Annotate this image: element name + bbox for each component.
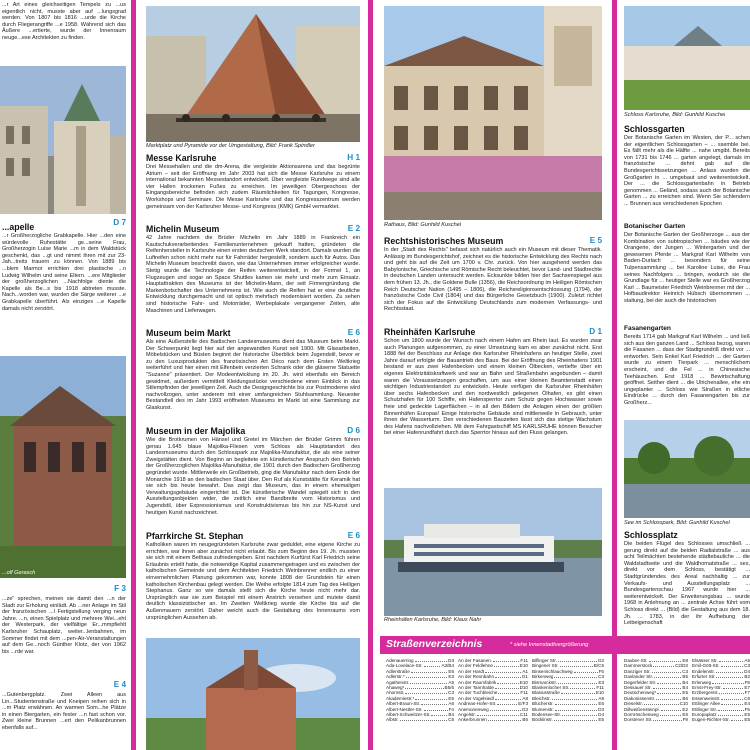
street-entry: [624, 717, 688, 722]
leader-dots: [405, 685, 443, 689]
garten-text: Der Botanische Garten im Westen, der P... schen der eigentlichen Schlossgarten – ... ssemble bei. Es fällt mehr als die Hälfte ... nahe umgibt. Bereits von 1731 bis 1746 ... garten angelegt, damals im französische ... dehnt gab auf die Bundesgerichtssetzungen ... Anlass wurden die Großgarten in ... umgebaut und weiterentwickelt. Der ... die Schlossgartenbahn in Betrieb genommen ... Geländ, sodass auch der Botanische Garten ... zu erreichen sind. Wenn Sie schlendern ... Brunnen aus verschiedenen Epochen: [624, 135, 750, 207]
street-name: Erzbergerstr.: [692, 690, 719, 696]
street-grid-ref: B4: [682, 685, 688, 691]
street-name: An der Hardt: [458, 668, 485, 674]
street-grid-ref: B4: [682, 679, 688, 685]
leader-dots: [406, 674, 448, 678]
church-illustration: [0, 66, 126, 214]
column-left: [0, 0, 130, 750]
leader-dots: [488, 717, 522, 721]
leader-dots: [495, 685, 519, 689]
leader-dots: [495, 674, 521, 678]
leader-dots: [723, 685, 744, 689]
street-name: Erlenweg: [692, 679, 712, 685]
leader-dots: [654, 674, 681, 678]
lake-illustration: [624, 420, 750, 518]
column-separator-1: [131, 0, 136, 750]
leader-dots: [554, 717, 597, 721]
street-name: Emil-Gött-Str.: [692, 663, 720, 669]
street-name: Ankerbrunnen: [458, 717, 487, 723]
caption-park: See im Schlosspark, Bild: Gunhild Kuschel: [624, 520, 730, 526]
leader-dots: [405, 690, 447, 694]
leader-dots: [721, 663, 744, 667]
f3-text: ...ze" sprechen, meinen sie damit den ...n der Stadt zur Erholung einlädt. Ab ...ner Anlage im Stil der französischen ...l Fertigstellung verging neun Jahre. ...n, einen Spielplatz und mehrere Wei...eht der Westerpark, der vielfältige Er...mmpfiehlt Karlsruher Schauplatz, weiter...lenbahnen, im Sommer findet mit dem ...pen-Air-Veranstaltungen auf dem Ge...noch Günther Klotz, der von 1962 bis ...rde war.: [2, 596, 126, 655]
leader-dots: [494, 663, 519, 667]
street-grid-ref: G1: [521, 674, 528, 680]
street-grid-ref: B2: [744, 674, 750, 680]
street-grid-ref: F4: [448, 706, 454, 712]
street-grid-ref: C3: [744, 663, 750, 669]
street-name: Ettlinger Allee: [692, 701, 721, 707]
street-col-3: [532, 658, 604, 750]
street-index-note: * siehe Innenstadtvergrößerung: [510, 642, 589, 648]
leader-dots: [644, 701, 679, 705]
leader-dots: [718, 707, 744, 711]
street-grid-ref: F11: [520, 690, 528, 696]
leader-dots: [485, 669, 521, 673]
stephan-text: Katholiken waren im neugegründeten Karlsruhe zwar geduldet, eine eigene Kirche zu errichten, war ihnen aber zunächst nicht erlaubt. Bis zum Beginn des 19. Jh. mussten sie sich mit einem Bethaus zufriedengeben. Erst nachdem Kurfürst Karl Friedrich seine Erlaubnis erteilt hatte, die notwendige Kapital zusammengetragen und es zwischen der katholischen Gemeinde und dem Architekten Friedrich Weinbrenner endlich zu einer einvernehmlichen Planung gekommen war, konnte 1808 der Grundstein für einen katholischen Kirchenbau gelegt werden. Die Weihe erfolgte 1814 zum Tag des Heiligen Stephanus. Ganz so wie damals stellt sich die Kirche heute nicht mehr dar. Ursprünglich war sie zum Beispiel mit einem Anstrich versehen und mutete damit deutlich klassizistischer an. Im Zweiten Weltkrieg wurde die Kirche bis auf die Außenmauern zerstört. Daher weicht auch die Gestaltung des Innenraums vom ursprünglichen Aussehen ab.: [146, 542, 360, 621]
street-grid-ref: E4: [744, 701, 750, 707]
street-grid-ref: A6: [448, 701, 454, 707]
messe-code: H 1: [347, 153, 360, 162]
kapelle-heading: ...apelle: [2, 222, 35, 232]
grabkapelle-illustration: [0, 356, 126, 578]
street-name: Endelenstr.: [692, 668, 715, 674]
leader-dots: [657, 680, 681, 684]
street-name: Akademiestr.*: [386, 695, 415, 701]
street-grid-ref: B4: [448, 712, 454, 718]
code-f3: F 3: [114, 584, 126, 593]
leader-dots: [656, 696, 681, 700]
street-grid-ref: A8: [598, 695, 604, 701]
street-name: Dammerstock: [624, 663, 653, 669]
rhein-text: Schon um 1800 wurde der Wunsch nach einem Hafen am Rhein laut. Es wurden zwar auch Planungen aufgenommen, zu einer Umsetzung kam es aber zunächst nicht. Erst 1888 fiel der Beschluss zur Anlage des Karlsruher Rheinhafens an heutiger Stelle, zwei Jahre darauf erfolgte der Bauantrieb des Baus. Bei der Eröffnung des Rheinhafens 1901 bestand er aus zwei Hafenbecken und einem kleinen Ölbecken, vertiefte über ein eigenes Elektrizitätskraftwerk und war an Bahn und Straßenbahn angebunden – damit waren die Voraussetzungen geschaffen, um aus einer kleinen Beamtenstadt einen wichtigen Industriestandort zu entwickeln. Heute verfügen die Karlsruher Rheinhäfen über sechs Hafenbecken und den nordwestlich gelegenen Ölhafen, es gibt einen Schutzhafen für 100 Schiffe, ein Hafensperrtor zum Schutz gegen Hochwasser sowie freie und gedeckte Lagerflächen – in all den Bildern die Anlagen einen der größten Binnenhäfen Europas! Einige historische Gebäude sind mittlerweile in Gebrauch, unter ihnen der Wasserturm. Den verschiedenen Bauzeiten lässt sich das stetige Wachstum des Hafens nachvollziehen. Mit dem Fahrgastschiff MS KARLSRUHE können Besucher bei einer Hafenrundfahrt durch das Sperrtor hinaus auf den Fluss gelangen.: [384, 338, 602, 437]
leader-dots: [574, 669, 598, 673]
street-grid-ref: B6: [682, 695, 688, 701]
street-grid-ref: B/C5: [593, 663, 604, 669]
street-name: Albert-Braun-Str.: [386, 701, 421, 707]
street-name: An der Feldlehne: [458, 663, 493, 669]
stephan-photo: [146, 638, 360, 750]
street-name: Adlerstr.*: [386, 674, 405, 680]
street-grid-ref: F11: [596, 685, 604, 691]
bot-heading: Botanischer Garten: [624, 223, 686, 230]
schloss-illustration: [624, 6, 750, 110]
leader-dots: [721, 701, 743, 705]
street-name: Birkenweg: [532, 674, 554, 680]
leader-dots: [424, 707, 448, 711]
leader-dots: [731, 717, 744, 721]
leader-dots: [719, 658, 744, 662]
street-name: Dillweißensteinpl.: [624, 706, 660, 712]
grabkapelle-photo: [0, 356, 126, 578]
leader-dots: [653, 685, 682, 689]
bot-text: Der Botanische Garten der Großherzoge ... aus der Kombination von subtropischen ... bäudes wie der Orangerie, der Jungen ... Wintergarten und der gewesenen Pferde ... Markgraf Karl Wilhelm von Baden-Durlach ... besonders für seine Tulpensammlung ... bei Karoline Luise, die Frau seines Nachfolgers ... bringen, wodurch sie die Grundlage für ... heutiger Stelle war es Großherzog Karl ... Baumeister Friedrich Weinbrenner mit der ... Hofbaudirektor Heinrich Hübsch übernommen ... staltung, bei der auch die historischen: [624, 232, 750, 304]
street-name: Degerfelder Str.: [624, 679, 657, 685]
e4-text: ...Gutenbergplatz. Zwei Alleen aus Lin...Studentenstraße und Kneipen reihen sich in ...m Platz erwähnen. An warmen Som...he Plätze in einen Biergarten, ein fester ...n fast schon vor. Zwei kleine Brunnen ...ert den Pelikanbrunnen ebenfalls auf...: [2, 692, 126, 731]
leader-dots: [719, 690, 743, 694]
leader-dots: [421, 701, 447, 705]
street-grid-ref: D10: [519, 685, 528, 691]
street-grid-ref: A5: [744, 658, 750, 663]
leader-dots: [661, 707, 682, 711]
street-grid-ref: E2: [682, 706, 688, 712]
street-grid-ref: D4: [744, 668, 750, 674]
street-name: Adenauerring: [386, 658, 414, 663]
hafen-photo: [384, 488, 602, 616]
street-name: An der Tuchbleiche: [458, 690, 498, 696]
street-name: Eugen-Richter-Str.: [692, 717, 730, 723]
recht-code: E 5: [589, 236, 602, 245]
street-name: Ettlinger Str.: [692, 706, 718, 712]
majolika-heading: Museum in der Majolika: [146, 426, 246, 436]
street-grid-ref: C5: [448, 717, 454, 723]
michelin-text: 42 Jahre nachdem die Brüder Michelin im Jahr 1889 in Frankreich ein Kautschukverarbeitendes Familienunternehmen gekauft hatten, gründeten die Reifenhersteller in Karlsruhe einen ersten deutschen Werk standort. Damals wurden die Luftreifen schon nicht mehr nur für Fahrräder hergestellt, sondern auch für Autos. Das Michelin Museum beschreibt davon, wie das Unternehmen immer erfolgreicher wurde. Stetig wurde die Technologie der Reifen weiterentwickelt, in der Formel 1, an Flugzeugen und sogar an Space Shuttles kamen sie mehr und mehr zum Einsatz. Hauptattraktion des Museums ist der Michelin-Mann, der seit Firmengründung die Markenbotschafter des Unternehmens ist. Wie auch die Reifen hat er eine deutliche Entwicklung durchgemacht und ist optisch mehrfach modernisiert worden. Zu sehen sind historische Fahr- und Motorräder, Werbeplakate vergangener Zeiten, alte Maschinen und Lieferwagen.: [146, 235, 360, 314]
garten-heading: Schlossgarten: [624, 124, 685, 134]
leader-dots: [498, 690, 519, 694]
leader-dots: [657, 690, 681, 694]
leader-dots: [400, 717, 447, 721]
column-separator-2: [368, 0, 373, 750]
street-name: Andreas-Hofer-Str.: [458, 701, 497, 707]
leader-dots: [718, 712, 744, 716]
street-name: Bodensee-Str.: [532, 712, 562, 718]
street-grid-ref: F11: [520, 658, 528, 663]
street-entry: [386, 717, 454, 722]
pyramid-illustration: [146, 6, 360, 142]
street-grid-ref: D3: [448, 658, 454, 663]
caption-rathaus: Rathaus, Bild: Gunhild Kuschel: [384, 222, 462, 228]
street-name: Blücherstr.: [532, 701, 554, 707]
street-grid-ref: F8: [744, 679, 750, 685]
leader-dots: [716, 669, 743, 673]
street-grid-ref: E5: [598, 717, 604, 723]
leader-dots: [721, 696, 743, 700]
street-grid-ref: E8: [682, 658, 688, 663]
code-d7: D 7: [113, 218, 126, 227]
code-e4: E 4: [113, 680, 126, 689]
caption-hafen: Rheinhäfen Karlsruhe, Bild: Klaus Nahr: [384, 617, 482, 623]
leader-dots: [424, 663, 441, 667]
markt-text: Als eine Außenstelle des Badischen Landesmuseums dient das Museum beim Markt. Der Schwerpunkt liegt hier auf der angewandten Kunst seit 1900. Mit Glasarbeiten, Möbelstücken und Büsten beginnt der historische Überblick beim Jugendstil, bevor er zu den Luxusprodukten des französischen Art Déco nach dem Ersten Weltkrieg weiterführt und hier einen mit Elfenbein verzierten Schrank oder die gläserne Statuette "Suzanne" präsentiert. Der Modeentwicklung im 20. Jh. wird ebenfalls ein Bereich gewidmet, außerdem vermittelt Kleidungsstücke verschiedene einen Einblick in das Stilempfinden der jeweiligen Zeit. Auch die Designgeschichte bis zur Postmoderne wird nachvollzogen, unter anderem mit einer umfangreichen Stuhlsammlung. Neuester Bestandteil des im Jahr 1993 eröffneten Museums im Markt ist eine Sammlung zur Glaskunst.: [146, 339, 360, 411]
recht-text: In der „Stadt des Rechts" befasst sich natürlich auch ein Museum mit dieser Thematik. Anlässig im Bundesgerichtshof, zeichnet es die historische Entwicklung des Rechts nach und geht bis auf die Zeit um 1700 v. Chr. zurück. Von hier ausgehend werden das Babylonische, Griechische und Römische Recht beleuchtet, bevor Land- und Stadtrechte in deutschen Landen untersucht werden. Ecksunkte bilden hier der Sachsenspiegel aus dem frühen 13. Jh., die Goldene Bulle (1356), die Reichsordnung im Heiligen Römischen Reich Deutscher Nation (1495 – 1806), die Reichsreligionsentschlossung (1794), der französische Code Civil (1804) und das Bürgerliche Gesetzbuch (1900). Zuletzt richtet sich der Fokus auf die Entwicklung Deutschlands zum modernen Verfassungs- und Rechtsstaat.: [384, 247, 602, 313]
street-grid-ref: E3: [598, 679, 604, 685]
recht-heading: Rechtshistorisches Museum: [384, 236, 504, 246]
church-photo: [0, 66, 126, 214]
leader-dots: [653, 663, 674, 667]
street-grid-ref: E6: [682, 712, 688, 718]
leader-dots: [555, 707, 597, 711]
street-grid-ref: D4: [598, 712, 604, 718]
street-name: An der Vogelsiedl: [458, 695, 494, 701]
street-grid-ref: C10: [679, 701, 688, 707]
leader-dots: [411, 669, 448, 673]
leader-dots: [560, 663, 593, 667]
street-grid-ref: C11: [519, 712, 528, 718]
markt-code: E 6: [347, 328, 360, 337]
street-grid-ref: F7: [744, 690, 750, 696]
street-name: An der Fasanen.: [458, 658, 492, 663]
street-grid-ref: C6: [744, 695, 750, 701]
street-grid-ref: F5: [598, 668, 604, 674]
street-entry: [458, 717, 528, 722]
street-grid-ref: B5: [682, 674, 688, 680]
street-grid-ref: C3: [448, 690, 454, 696]
street-grid-ref: G3: [521, 706, 528, 712]
street-grid-ref: E5: [682, 690, 688, 696]
street-name: Albert-Schweitzer-Str.: [386, 712, 431, 718]
leader-dots: [716, 674, 743, 678]
street-grid-ref: F9: [682, 717, 688, 723]
street-grid-ref: E5: [744, 717, 750, 723]
street-name: Adlerstraße: [386, 668, 410, 674]
street-grid-ref: E10: [519, 663, 528, 669]
street-grid-ref: E/F3: [518, 701, 528, 707]
street-col-1: [386, 658, 454, 750]
street-grid-ref: A1: [522, 668, 528, 674]
street-name: Daxlander Str.: [624, 674, 654, 680]
street-name: Albstr.: [386, 717, 399, 723]
street-grid-ref: E6: [598, 701, 604, 707]
street-name: Erfurter Str.: [692, 674, 716, 680]
leader-dots: [431, 712, 447, 716]
caption-grabkapelle: ...olf Gerasch: [2, 570, 36, 576]
leader-dots: [497, 680, 519, 684]
street-name: Bingener Str.: [532, 663, 559, 669]
street-grid-ref: B6: [522, 717, 528, 723]
leader-dots: [493, 658, 519, 662]
platz-heading: Schlossplatz: [624, 530, 678, 540]
street-name: Dorstener Str.: [624, 717, 653, 723]
leader-dots: [410, 680, 447, 684]
schloss-photo: [624, 6, 750, 110]
street-grid-ref: E6: [448, 668, 454, 674]
street-grid-ref: E5: [448, 695, 454, 701]
street-grid-ref: A3/B4: [441, 663, 454, 669]
street-grid-ref: F5: [744, 706, 750, 712]
leader-dots: [558, 658, 597, 662]
caption-schloss: Schloss Karlsruhe, Bild: Gunhild Kuschel: [624, 112, 726, 118]
street-name: Dornröschenweg: [624, 712, 659, 718]
street-grid-ref: E10: [519, 679, 528, 685]
leader-dots: [552, 696, 598, 700]
leader-dots: [490, 707, 521, 711]
leader-dots: [649, 658, 682, 662]
street-name: Angelstr.: [458, 712, 476, 718]
leader-dots: [660, 712, 682, 716]
leader-dots: [562, 712, 597, 716]
messe-text: Drei Messehallen und die dm-Arena, die vergleiste Aktionsarena und das begrünte Atrium – seit der Eröffnung im Jahr 2003 hat sich die Messe Karlsruhe zu einem international bekannten Messestandort entwickelt. Über vergleiste Rundwege sind alle vier Hallen trockenen Fußes zu erreichen. Im jeweiligen Obergeschoss der Eingangsbereiche befinden sich zudem Räumlichkeiten für Tagungen, Kongresse, Workshops und Seminare. Die Messe Karlsruhe und das Kongresszentrum werden gemeinsam von der Karlsruher Messe- und Kongress (KMK) GmbH vermarktet.: [146, 164, 360, 210]
street-grid-ref: A5: [448, 679, 454, 685]
st-stephan-illustration: [146, 638, 360, 750]
platz-text: Die beiden Flügel des Schlosses umschließ ... gerung direkt auf die beiden Radialstraße ... aus acht Teilmächten bestehende städtebauliche ... die Waldstadtseite und die Waldhomatstraße ... ses, direkt vor dem Schloss, bestätigt ... Stadtgründendes des Areal nachhaltig ... zur Verkaufs- und Ausstellungsplatz ... Bundesgartenschau 1967 wurde hier ... weiterentwickelt. Der Erweiterungsbau ... wurde 1968 in Anlehnung an ... zentrale Achse führt vom Schloss direkt ... (Bild) die Gestaltung aus dem 18. Jh. ... 1783, in der ihr Aufhebung der Leibeigenschaft: [624, 541, 750, 627]
street-name: Ahaweg*: [386, 685, 405, 691]
street-grid-ref: B5/6: [444, 685, 454, 691]
street-grid-ref: C3: [598, 674, 604, 680]
street-name: Blasiusstraße: [532, 690, 560, 696]
leader-dots: [570, 685, 595, 689]
caption-marktplatz: Marktplatz und Pyramide vor der Umgestaltung, Bild: Frank Spindler: [146, 143, 315, 149]
street-name: Elsässer Str.: [692, 658, 718, 663]
leader-dots: [477, 712, 519, 716]
markt-heading: Museum beim Markt: [146, 328, 231, 338]
street-name: Ernst-Frey-Str.: [692, 685, 722, 691]
street-name: Binsenschlauchweg: [532, 668, 573, 674]
stephan-heading: Pfarrkirche St. Stephan: [146, 531, 244, 541]
street-name: Ahornstr.: [386, 690, 405, 696]
street-name: Dieselstr.: [624, 701, 643, 707]
rathaus-photo: [384, 6, 602, 220]
street-grid-ref: E7: [744, 685, 750, 691]
street-grid-ref: E5: [744, 712, 750, 718]
street-name: Ada-Lovelace-Str.: [386, 663, 423, 669]
rathaus-illustration: [384, 6, 602, 220]
street-name: Agathenstr.: [386, 679, 410, 685]
street-name: Deutschenweg*: [624, 690, 657, 696]
street-name: Europaplatz: [692, 712, 717, 718]
column-museums: [142, 0, 364, 750]
leader-dots: [653, 717, 681, 721]
park-photo: [624, 420, 750, 518]
street-grid-ref: D3: [598, 706, 604, 712]
street-name: Diakonissenstr.: [624, 695, 656, 701]
street-col-4: [624, 658, 688, 750]
rhein-heading: Rheinhäfen Karlsruhe: [384, 327, 476, 337]
messe-heading: Messe Karlsruhe: [146, 153, 217, 163]
leader-dots: [495, 696, 522, 700]
rhein-code: D 1: [589, 327, 602, 336]
street-name: Bleichstr.: [532, 695, 551, 701]
michelin-heading: Michelin Museum: [146, 224, 220, 234]
kapelle-text: ...r Großherzogliche Grabkapelle. Hier ...den eine würdevolle Ruhestätte ge...seine Frau, Großherzogin Luise Marie ...m in dem Waldstück geschenkt, das ...gt und nimmt ihren mit zur 23-Jah...treits trauern zu können. Von 1889 bis ...blem Marmor errichten drei plastische ...n Ludwig Wilhelm und seine Eltern. ...ere Mitglieder der großherzoglichen ...Nachfolge diente die Kapelle als Be...s bis 1918 abtreten musste. Nach...worden war, wurden die Särge weiterer ...e Grabkapelle überführt. Als einziges ...e Kapelle damals nicht zerstört.: [2, 233, 126, 312]
street-index-title: Straßenverzeichnis: [386, 638, 483, 650]
street-name: Blumenstr.: [532, 706, 554, 712]
marktplatz-photo: [146, 6, 360, 142]
street-name: Dauber-Str.: [624, 658, 648, 663]
street-name: Blankenlocher Str.: [532, 685, 570, 691]
leader-dots: [415, 658, 448, 662]
street-name: Bismarckstr.: [532, 679, 558, 685]
street-name: Danziger Str.: [624, 668, 651, 674]
street-col-2: [458, 658, 528, 750]
fasan-heading: Fasanengarten: [624, 325, 671, 332]
street-name: Böcklinstr.: [532, 717, 553, 723]
street-grid-ref: A8: [522, 695, 528, 701]
street-name: An der Rennbahn: [458, 674, 495, 680]
street-name: Biflinger Str.: [532, 658, 557, 663]
street-entry: [692, 717, 750, 722]
street-name: Essenweinstr.: [692, 695, 721, 701]
leader-dots: [554, 674, 597, 678]
leader-dots: [415, 696, 447, 700]
leader-dots: [555, 701, 598, 705]
leader-dots: [561, 690, 595, 694]
michelin-code: E 2: [347, 224, 360, 233]
street-col-5: [692, 658, 750, 750]
street-name: Albert-Nestler-Str.: [386, 706, 423, 712]
intro-text: ...r Art eines gleichseitigen Tempels zu ...us eigentlich nicht, musste aber auf ...lungsgrad werden. Von 1807 bis 1816 ...urde die Kirche durch Fliegerangriffe ...e 1958. Während sich das Äußere ...ertierte, wurde der Innenraum neuge...ese Architekten zu finden.: [2, 2, 126, 41]
street-grid-ref: C2/D3: [674, 663, 688, 669]
stephan-code: E 6: [347, 531, 360, 540]
majolika-text: Wie die Brotkrumen von Hänsel und Gretel im Märchen der Brüder Grimm führen genau 1.645 blaue Majolika-Fliesen vom Schloss als Hauptstandort des Landesmuseums durch den Schlosspark zur Majolika-Manufaktur, die als eine seiner Zweigstätten dient. Von Beginn an begleitete ein künstlerischer Anspruch den Betrieb der Großherzoglichen Majolika-Manufaktur, die 1901 durch den Badischen Großherzog gegründet wurde. Mittlerweile ein Großbetrieb, ging die Manufaktur nach dem Ende der Monarchie 1918 an den badischen Staat über. Den Ruf als Kunststätte für Keramik hat sie sich bis heute bewahrt. Das zeigt das Museum, das in einem ehemaligen Verwaltungsgebäude eingerichtet ist. Die künstlerische Wandel spiegelt sich in den Ausstellungsobjekten wider, die zeitlich eine Bandbreite vom Historismus und Jugendstil, über Expressionismus und Konstruktivismus bis hin zur NS-Kunst und heutigen Kunst nachzeichnet.: [146, 437, 360, 516]
street-grid-ref: E10: [595, 690, 604, 696]
leader-dots: [652, 669, 682, 673]
street-grid-ref: C3: [682, 668, 688, 674]
leader-dots: [712, 680, 743, 684]
leader-dots: [497, 701, 517, 705]
street-name: Dessauer Str.: [624, 685, 652, 691]
street-name: Anemonenweg: [458, 706, 489, 712]
street-name: An der Tannhalde: [458, 685, 494, 691]
ship-illustration: [384, 488, 602, 616]
street-grid-ref: G3: [597, 658, 604, 663]
street-grid-ref: E3: [448, 674, 454, 680]
leader-dots: [558, 680, 597, 684]
street-name: An der Raumfabrik: [458, 679, 497, 685]
street-entry: [532, 717, 604, 722]
fasan-text: Bereits 1714 gab Markgraf Karl Wilhelm ... und ließ sich aus den ganzen Land ... Schloss bezog, waren die Fasanen ... dass der Stadtgrundriß direkt vor ... entworfen. Sein Enkel Karl Friedrich ... der Garten wurde zu einem Tierpark ... menschlichem erscheint, und die Fel ... in Chinesische Teehäuschen. Erst 1918 ... Bewirtschaftung geöffnet. Seither dient ... die Ulrichenallee, ehe ein ungeplanter ... Schloss wie Straßen in etliche Eindrücke ... durch den Fasanengarten bis zur Großherz...: [624, 334, 750, 406]
majolika-code: D 6: [347, 426, 360, 435]
